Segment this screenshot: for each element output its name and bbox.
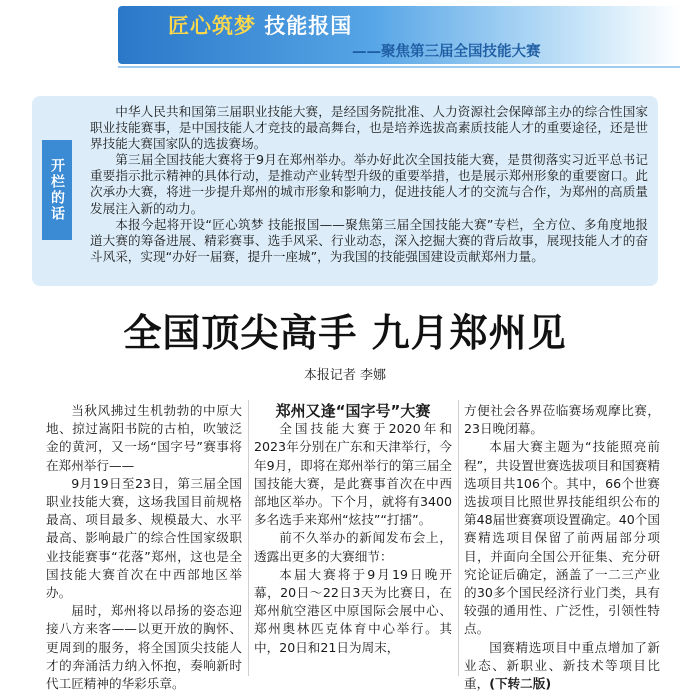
article-column-3: [464, 402, 660, 693]
article-paragraph: 本届大赛将于9月19日晚开幕，20日～22日3天为比赛日，在郑州航空港区中原国际会展中心、郑州奥林匹克体育中心举行。其中，20日和21日为周末，: [254, 566, 452, 655]
article-paragraph: 届时，郑州将以昂扬的姿态迎接八方来客——以更开放的胸怀、更周到的服务，将全国顶尖技能人才的奔涌活力纳入怀抱，奏响新时代工匠精神的华彩乐章。: [46, 603, 242, 692]
article-paragraph: 方便社会各界莅临赛场观摩比赛，23日晚闭幕。: [464, 403, 660, 437]
column-title-a: 匠心筑梦: [168, 14, 265, 38]
section-subhead: 郑州又逢“国字号”大赛: [275, 402, 431, 420]
article-column-2: [254, 402, 452, 657]
column-divider: [248, 400, 249, 676]
article-paragraph: 9月19日至23日，第三届全国职业技能大赛，这场我国目前规格最高、项目最多、规模最大、水平最高、影响最广的综合性国家级职业技能赛事“花落”郑州，这也是全国技能大赛首次在中西部地区举办。: [46, 475, 242, 601]
intro-paragraph: 中华人民共和国第三届职业技能大赛，是经国务院批准、人力资源社会保障部主办的综合性国家职业技能赛事，是中国技能人才竞技的最高舞台，也是培养选拔高素质技能人才的重要途径，还是世界技能大赛国家队的选拔赛场。: [90, 104, 648, 152]
column-divider: [458, 400, 459, 676]
headline: 全国顶尖高手 九月郑州见: [123, 311, 567, 355]
column-subtitle: ——聚焦第三届全国技能大赛: [352, 44, 541, 60]
intro-tag: 开栏的话: [42, 140, 72, 240]
article-paragraph: 全国技能大赛于2020年和2023年分别在广东和天津举行，今年9月，即将在郑州举行的第三届全国技能大赛，是此赛事首次在中西部地区举办。下个月，就将有3400多名选手来郑州“炫技”“打擂”。: [254, 421, 452, 528]
article-paragraph: 本届大赛主题为“技能照亮前程”，共设置世赛选拔项目和国赛精选项目共106个。其中，66个世赛选拔项目比照世界技能组织公布的第48届世赛赛项设置确定。40个国赛精选项目保留了前两届部分项目，并面向全国公开征集、充分研究论证后确定，涵盖了一二三产业的30多个国民经济行业门类，具有较强的通用性、广泛性，引领性特点。: [464, 439, 660, 637]
article-paragraph: 当秋风拂过生机勃勃的中原大地、掠过嵩阳书院的古柏，吹皱泛金的黄河，又一场“国字号”赛事将在郑州举行——: [46, 403, 242, 473]
banner-underline: [118, 66, 680, 68]
byline: 本报记者 李娜: [303, 368, 387, 383]
article-text: 国赛精选项目中重点增加了新业态、新职业、新技术等项目比重，: [464, 639, 660, 692]
intro-text: [90, 104, 648, 265]
article-column-1: [46, 402, 242, 693]
article-paragraph: 前不久举办的新闻发布会上，透露出更多的大赛细节：: [254, 530, 452, 564]
continued-link[interactable]: (下转二版): [489, 676, 552, 692]
article-paragraph: [464, 639, 660, 693]
column-title-b: 技能报国: [264, 14, 353, 38]
intro-paragraph: 第三届全国技能大赛将于9月在郑州举办。举办好此次全国技能大赛，是贯彻落实习近平总书记重要指示批示精神的具体行动，是推动产业转型升级的重要举措，也是展示郑州形象的重要窗口。此次承办大赛，将进一步提升郑州的城市形象和影响力，促进技能人才的交流与合作，为郑州的高质量发展注入新的动力。: [90, 152, 648, 216]
column-title: [168, 10, 352, 40]
intro-paragraph: 本报今起将开设“匠心筑梦 技能报国——聚焦第三届全国技能大赛”专栏，全方位、多角度地报道大赛的筹备进展、精彩赛事、选手风采、行业动态，深入挖掘大赛的背后故事，展现技能人才的奋斗风采，实现“办好一届赛，提升一座城”，为我国的技能强国建设贡献郑州力量。: [90, 216, 648, 264]
